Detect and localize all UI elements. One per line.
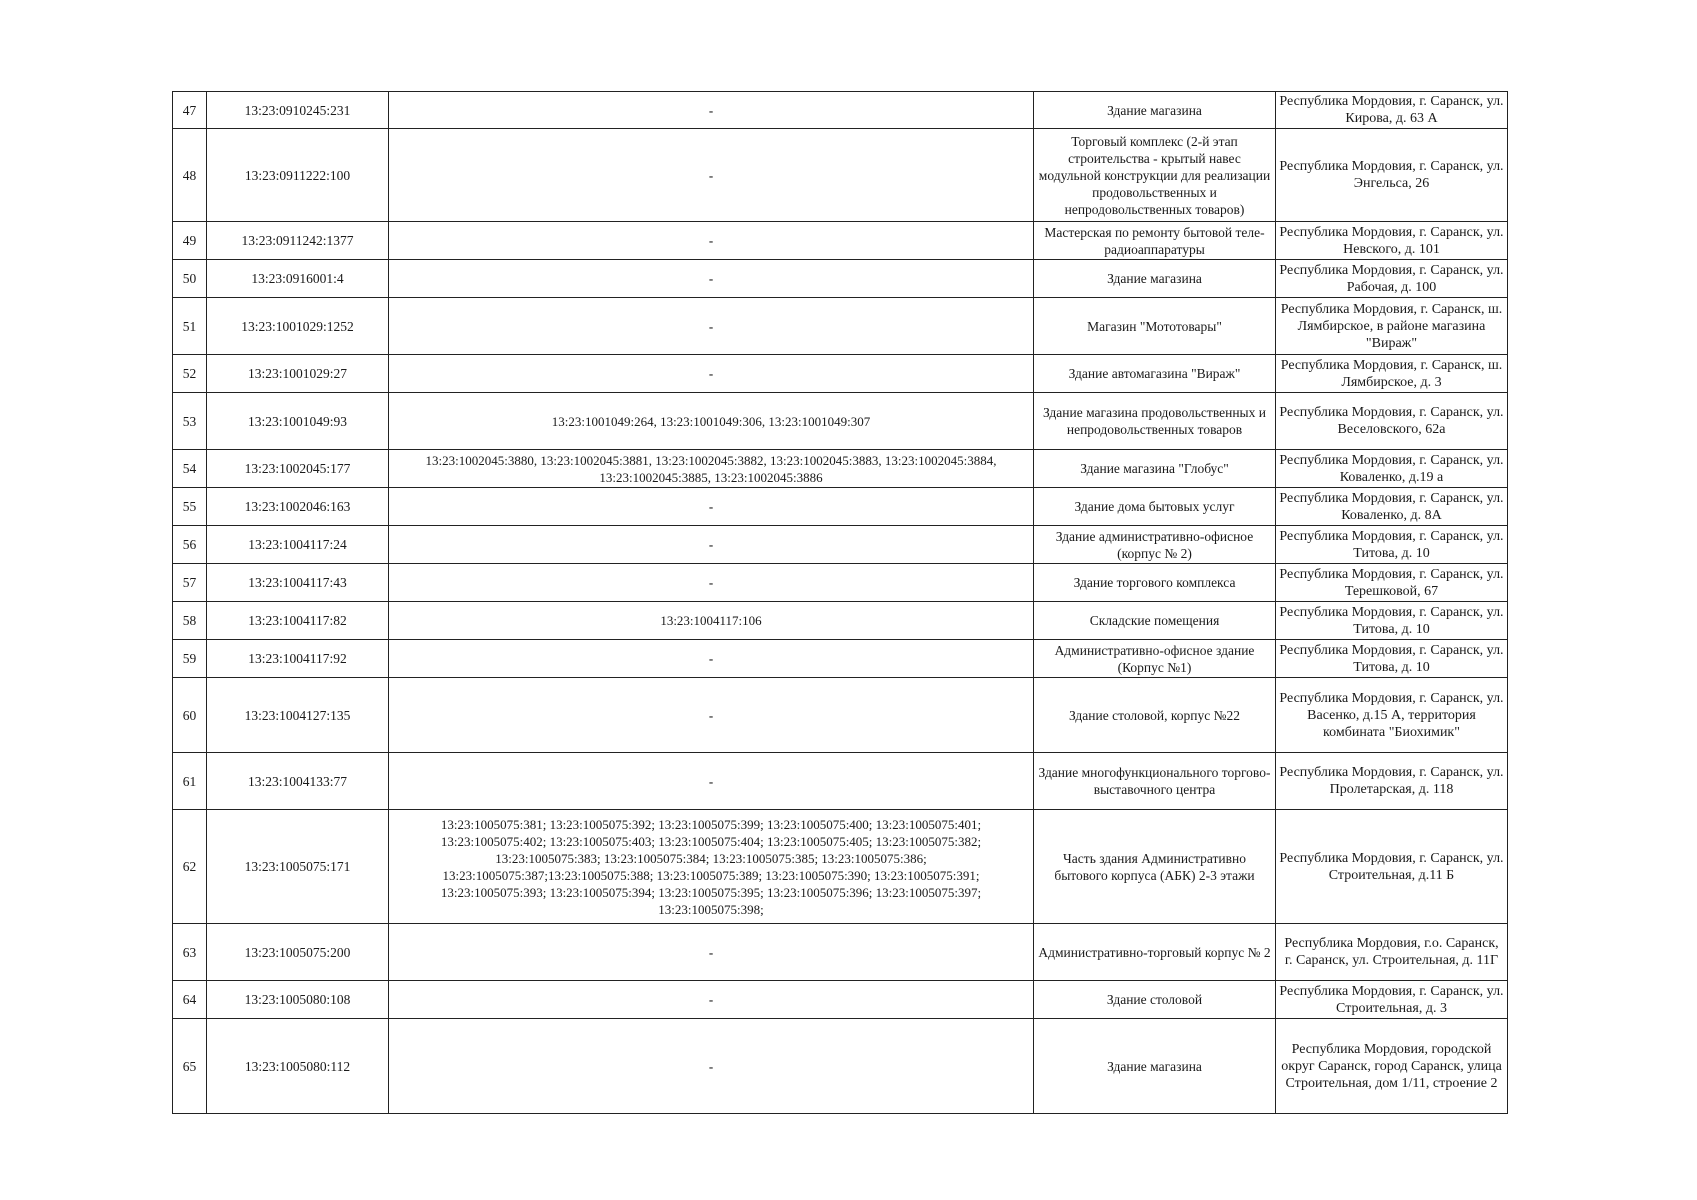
table-row (173, 355, 1508, 393)
cadastral-number: 13:23:1001029:1252 (207, 298, 389, 355)
related-cadastral-numbers: 13:23:1005075:381; 13:23:1005075:392; 13:23:1005075:399; 13:23:1005075:400; 13:23:1005075:401; 13:23:1005075:402; 13:23:1005075:403; 13:23:1005075:404; 13:23:1005075:405; 13:23:1005075:382; 13:23:1005075:383; 13:23:1005075:384; 13:23:1005075:385; 13:23:1005075:386; 13:23:1005075:387;13:23:1005075:388; 13:23:1005075:389; 13:23:1005075:390; 13:23:1005075:391; 13:23:1005075:393; 13:23:1005075:394; 13:23:1005075:395; 13:23:1005075:396; 13:23:1005075:397; 13:23:1005075:398; (389, 810, 1034, 924)
object-name: Здание столовой (1034, 981, 1276, 1019)
row-number: 56 (173, 526, 207, 564)
object-name: Здание магазина (1034, 92, 1276, 129)
related-cadastral-numbers: - (389, 92, 1034, 129)
cadastral-number: 13:23:0910245:231 (207, 92, 389, 129)
cadastral-number: 13:23:1002046:163 (207, 488, 389, 526)
object-name: Здание административно-офисное (корпус № 2) (1034, 526, 1276, 564)
row-number: 51 (173, 298, 207, 355)
related-cadastral-numbers: - (389, 355, 1034, 393)
object-address: Республика Мордовия, г. Саранск, ул. Коваленко, д. 8А (1276, 488, 1508, 526)
cadastral-number: 13:23:1004117:24 (207, 526, 389, 564)
object-name: Здание многофункционального торгово-выставочного центра (1034, 753, 1276, 810)
row-number: 54 (173, 450, 207, 488)
object-address: Республика Мордовия, г. Саранск, ул. Титова, д. 10 (1276, 602, 1508, 640)
object-name: Торговый комплекс (2-й этап строительства - крытый навес модульной конструкции для реализации продовольственных и непродовольственных товаров) (1034, 129, 1276, 222)
table-row (173, 1019, 1508, 1114)
related-cadastral-numbers: - (389, 260, 1034, 298)
row-number: 63 (173, 924, 207, 981)
object-address: Республика Мордовия, г. Саранск, ш. Лямбирское, в районе магазина "Вираж" (1276, 298, 1508, 355)
cadastral-number: 13:23:1005080:112 (207, 1019, 389, 1114)
object-name: Складские помещения (1034, 602, 1276, 640)
object-name: Здание автомагазина "Вираж" (1034, 355, 1276, 393)
row-number: 52 (173, 355, 207, 393)
object-address: Республика Мордовия, г. Саранск, ул. Коваленко, д.19 а (1276, 450, 1508, 488)
table-row (173, 678, 1508, 753)
object-address: Республика Мордовия, г.о. Саранск, г. Саранск, ул. Строительная, д. 11Г (1276, 924, 1508, 981)
object-address: Республика Мордовия, г. Саранск, ул. Пролетарская, д. 118 (1276, 753, 1508, 810)
object-address: Республика Мордовия, г. Саранск, ул. Рабочая, д. 100 (1276, 260, 1508, 298)
cadastral-number: 13:23:1004117:92 (207, 640, 389, 678)
objects-table (172, 91, 1508, 1114)
table-row (173, 488, 1508, 526)
cadastral-number: 13:23:1004133:77 (207, 753, 389, 810)
object-address: Республика Мордовия, г. Саранск, ул. Энгельса, 26 (1276, 129, 1508, 222)
object-name: Здание дома бытовых услуг (1034, 488, 1276, 526)
row-number: 47 (173, 92, 207, 129)
object-address: Республика Мордовия, городской округ Саранск, город Саранск, улица Строительная, дом 1/11, строение 2 (1276, 1019, 1508, 1114)
related-cadastral-numbers: 13:23:1004117:106 (389, 602, 1034, 640)
table-row (173, 924, 1508, 981)
table-row (173, 810, 1508, 924)
object-name: Магазин "Мототовары" (1034, 298, 1276, 355)
cadastral-number: 13:23:1005075:171 (207, 810, 389, 924)
table-row (173, 260, 1508, 298)
cadastral-number: 13:23:1002045:177 (207, 450, 389, 488)
related-cadastral-numbers: - (389, 488, 1034, 526)
object-address: Республика Мордовия, г. Саранск, ул. Титова, д. 10 (1276, 640, 1508, 678)
cadastral-number: 13:23:0916001:4 (207, 260, 389, 298)
table-row (173, 981, 1508, 1019)
object-address: Республика Мордовия, г. Саранск, ул. Кирова, д. 63 А (1276, 92, 1508, 129)
row-number: 62 (173, 810, 207, 924)
table-row (173, 640, 1508, 678)
table-row (173, 298, 1508, 355)
related-cadastral-numbers: 13:23:1002045:3880, 13:23:1002045:3881, 13:23:1002045:3882, 13:23:1002045:3883, 13:23:1002045:3884, 13:23:1002045:3885, 13:23:1002045:3886 (389, 450, 1034, 488)
object-name: Административно-офисное здание (Корпус №1) (1034, 640, 1276, 678)
object-address: Республика Мордовия, г. Саранск, ул. Строительная, д.11 Б (1276, 810, 1508, 924)
related-cadastral-numbers: 13:23:1001049:264, 13:23:1001049:306, 13:23:1001049:307 (389, 393, 1034, 450)
row-number: 53 (173, 393, 207, 450)
cadastral-number: 13:23:1004117:43 (207, 564, 389, 602)
row-number: 57 (173, 564, 207, 602)
table-row (173, 129, 1508, 222)
object-address: Республика Мордовия, г. Саранск, ул. Веселовского, 62а (1276, 393, 1508, 450)
related-cadastral-numbers: - (389, 564, 1034, 602)
cadastral-number: 13:23:0911242:1377 (207, 222, 389, 260)
object-name: Здание столовой, корпус №22 (1034, 678, 1276, 753)
cadastral-number: 13:23:1005080:108 (207, 981, 389, 1019)
object-address: Республика Мордовия, г. Саранск, ш. Лямбирское, д. 3 (1276, 355, 1508, 393)
related-cadastral-numbers: - (389, 924, 1034, 981)
object-name: Здание торгового комплекса (1034, 564, 1276, 602)
cadastral-number: 13:23:1001049:93 (207, 393, 389, 450)
table-row (173, 753, 1508, 810)
related-cadastral-numbers: - (389, 222, 1034, 260)
row-number: 61 (173, 753, 207, 810)
row-number: 50 (173, 260, 207, 298)
object-address: Республика Мордовия, г. Саранск, ул. Невского, д. 101 (1276, 222, 1508, 260)
table-row (173, 393, 1508, 450)
object-address: Республика Мордовия, г. Саранск, ул. Терешковой, 67 (1276, 564, 1508, 602)
related-cadastral-numbers: - (389, 1019, 1034, 1114)
row-number: 59 (173, 640, 207, 678)
table-row (173, 526, 1508, 564)
table-row (173, 602, 1508, 640)
cadastral-number: 13:23:0911222:100 (207, 129, 389, 222)
object-address: Республика Мордовия, г. Саранск, ул. Титова, д. 10 (1276, 526, 1508, 564)
related-cadastral-numbers: - (389, 753, 1034, 810)
object-name: Здание магазина (1034, 1019, 1276, 1114)
row-number: 55 (173, 488, 207, 526)
table-row (173, 450, 1508, 488)
object-name: Часть здания Административно бытового корпуса (АБК) 2-3 этажи (1034, 810, 1276, 924)
row-number: 48 (173, 129, 207, 222)
row-number: 60 (173, 678, 207, 753)
row-number: 49 (173, 222, 207, 260)
table-row (173, 92, 1508, 129)
related-cadastral-numbers: - (389, 298, 1034, 355)
related-cadastral-numbers: - (389, 526, 1034, 564)
cadastral-number: 13:23:1001029:27 (207, 355, 389, 393)
object-address: Республика Мордовия, г. Саранск, ул. Строительная, д. 3 (1276, 981, 1508, 1019)
object-name: Здание магазина "Глобус" (1034, 450, 1276, 488)
object-name: Здание магазина продовольственных и непродовольственных товаров (1034, 393, 1276, 450)
cadastral-number: 13:23:1004127:135 (207, 678, 389, 753)
row-number: 65 (173, 1019, 207, 1114)
object-name: Административно-торговый корпус № 2 (1034, 924, 1276, 981)
object-address: Республика Мордовия, г. Саранск, ул. Васенко, д.15 А, территория комбината "Биохимик" (1276, 678, 1508, 753)
table-row (173, 222, 1508, 260)
table-row (173, 564, 1508, 602)
related-cadastral-numbers: - (389, 678, 1034, 753)
related-cadastral-numbers: - (389, 129, 1034, 222)
row-number: 64 (173, 981, 207, 1019)
related-cadastral-numbers: - (389, 981, 1034, 1019)
related-cadastral-numbers: - (389, 640, 1034, 678)
cadastral-number: 13:23:1004117:82 (207, 602, 389, 640)
object-name: Здание магазина (1034, 260, 1276, 298)
object-name: Мастерская по ремонту бытовой теле- радиоаппаратуры (1034, 222, 1276, 260)
cadastral-number: 13:23:1005075:200 (207, 924, 389, 981)
row-number: 58 (173, 602, 207, 640)
